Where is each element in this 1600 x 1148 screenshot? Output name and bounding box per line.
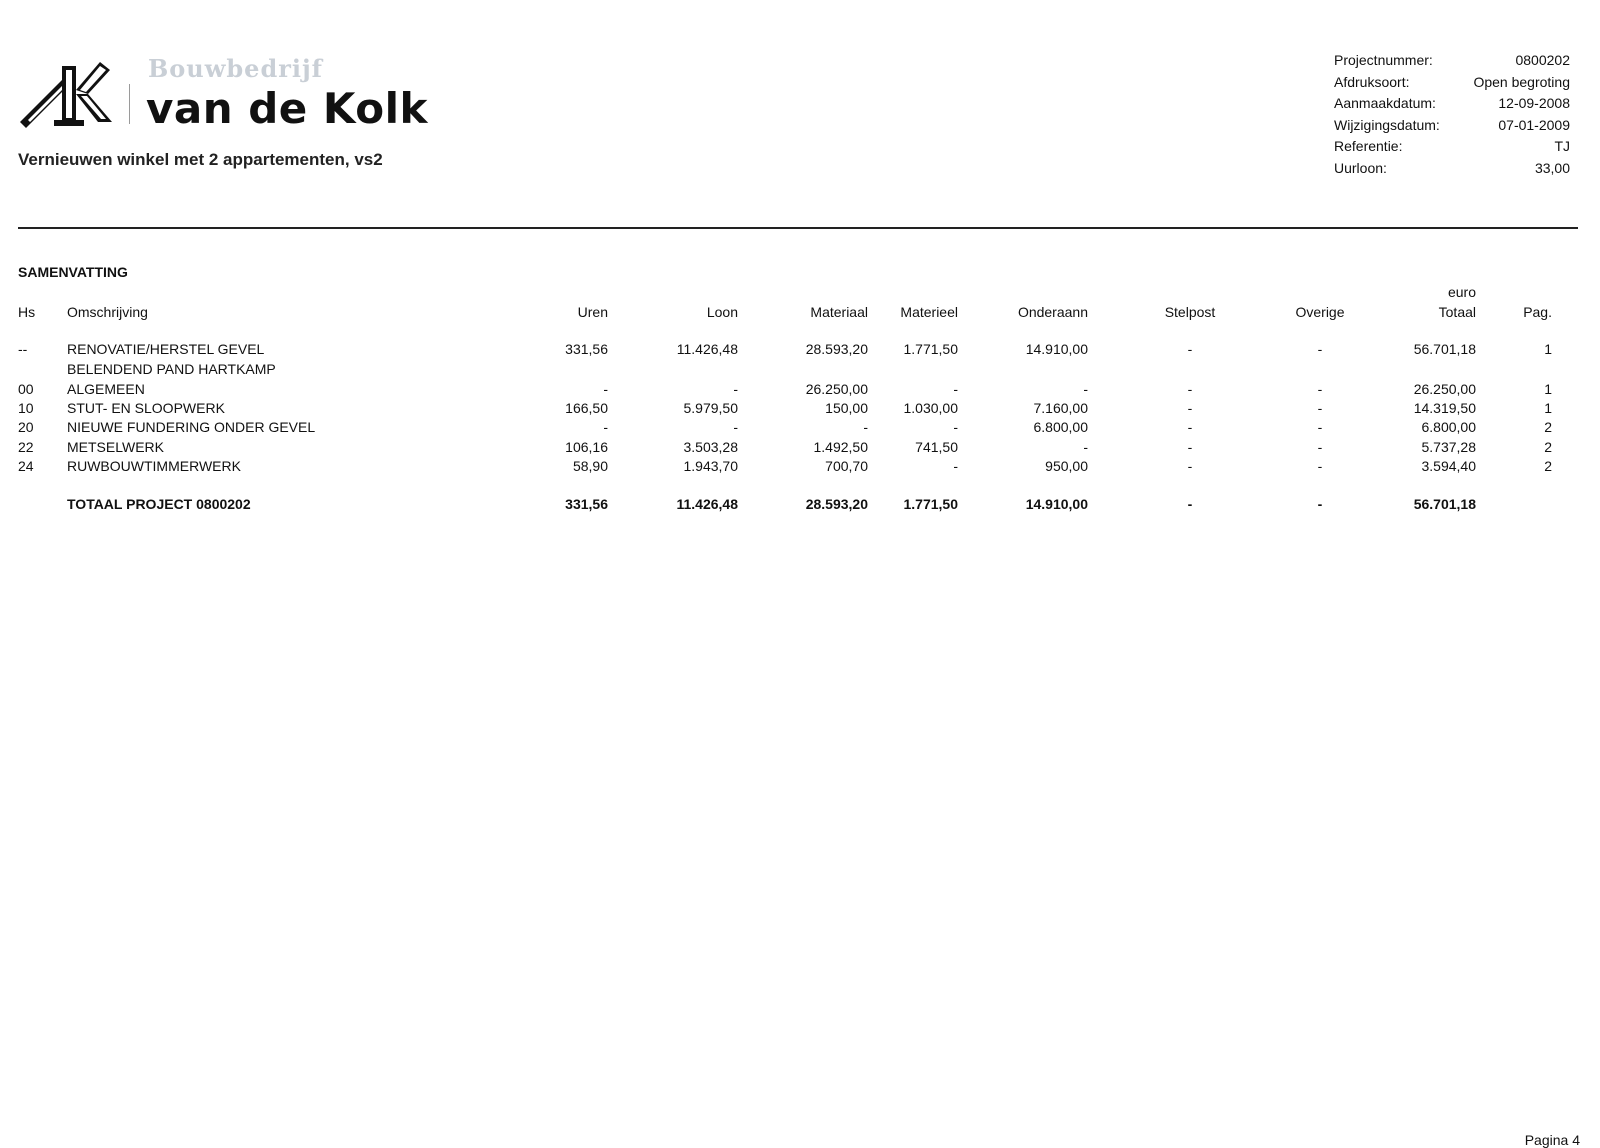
cell-loon: 5.979,50 <box>683 400 738 416</box>
cell-materiaal: 150,00 <box>825 400 868 416</box>
cell-stelpost: - <box>1187 439 1193 455</box>
cell-uren: - <box>603 381 608 397</box>
table-row <box>0 457 1600 477</box>
table-row <box>0 418 1600 438</box>
cell-materieel: - <box>953 458 958 474</box>
cell-materieel: - <box>953 381 958 397</box>
cell-pag: 2 <box>1544 439 1552 455</box>
meta-label: Afdruksoort: <box>1334 73 1410 90</box>
cell-overige: - <box>1317 341 1323 357</box>
col-header-materieel: Materieel <box>900 304 958 320</box>
cell-omschrijving: RENOVATIE/HERSTEL GEVEL <box>67 341 265 357</box>
meta-value: 12-09-2008 <box>1498 95 1570 112</box>
cell-totaal: 6.800,00 <box>1421 419 1476 435</box>
meta-row <box>1334 50 1570 72</box>
header-divider <box>18 227 1578 229</box>
cell-stelpost: - <box>1187 381 1193 397</box>
cell-totaal: 5.737,28 <box>1421 439 1476 455</box>
cell-onderaann: 14.910,00 <box>1025 341 1088 357</box>
company-logo-icon <box>18 58 128 130</box>
meta-row <box>1334 136 1570 158</box>
cell-omschrijving: NIEUWE FUNDERING ONDER GEVEL <box>67 419 316 435</box>
cell-loon: 3.503,28 <box>683 439 738 455</box>
col-header-omschrijving: Omschrijving <box>67 304 148 320</box>
meta-row <box>1334 115 1570 137</box>
cell-omschrijving: BELENDEND PAND HARTKAMP <box>67 361 276 377</box>
total-omschrijving: TOTAAL PROJECT 0800202 <box>67 496 251 512</box>
cell-pag: 2 <box>1544 419 1552 435</box>
total-overige: - <box>1317 496 1323 512</box>
cell-hs: 00 <box>18 381 34 397</box>
cell-hs: 10 <box>18 400 34 416</box>
cell-uren: 166,50 <box>565 400 608 416</box>
cell-loon: - <box>733 419 738 435</box>
table-row <box>0 399 1600 419</box>
project-title: Vernieuwen winkel met 2 appartementen, vs2 <box>18 150 383 169</box>
meta-row <box>1334 158 1570 180</box>
cell-hs: 20 <box>18 419 34 435</box>
cell-onderaann: 950,00 <box>1045 458 1088 474</box>
cell-pag: 1 <box>1544 381 1552 397</box>
meta-value: Open begroting <box>1473 73 1570 90</box>
cell-totaal: 56.701,18 <box>1413 341 1476 357</box>
cell-totaal: 3.594,40 <box>1421 458 1476 474</box>
meta-value: TJ <box>1554 138 1570 155</box>
meta-row <box>1334 72 1570 94</box>
cell-stelpost: - <box>1187 400 1193 416</box>
cell-hs: -- <box>18 341 28 357</box>
logo-separator <box>129 84 130 124</box>
meta-label: Aanmaakdatum: <box>1334 95 1436 112</box>
cell-hs: 24 <box>18 458 34 474</box>
cell-materiaal: 28.593,20 <box>805 341 868 357</box>
cell-uren: - <box>603 419 608 435</box>
col-header-pag: Pag. <box>1523 304 1552 320</box>
cell-onderaann: 6.800,00 <box>1033 419 1088 435</box>
cell-loon: - <box>733 381 738 397</box>
col-header-loon: Loon <box>706 304 738 320</box>
total-onderaann: 14.910,00 <box>1025 496 1088 512</box>
project-meta <box>1334 50 1570 180</box>
total-totaal: 56.701,18 <box>1413 496 1476 512</box>
meta-label: Wijzigingsdatum: <box>1334 116 1440 133</box>
cell-uren: 106,16 <box>565 439 608 455</box>
total-materiaal: 28.593,20 <box>805 496 868 512</box>
cell-uren: 58,90 <box>572 458 608 474</box>
cell-onderaann: - <box>1083 381 1088 397</box>
col-header-totaal: Totaal <box>1438 304 1476 320</box>
cell-pag: 1 <box>1544 341 1552 357</box>
cell-stelpost: - <box>1187 341 1193 357</box>
total-materieel: 1.771,50 <box>903 496 958 512</box>
page-number: Pagina 4 <box>1524 1132 1580 1148</box>
total-uren: 331,56 <box>565 496 608 512</box>
col-header-uren: Uren <box>577 304 608 320</box>
currency-label: euro <box>1447 284 1476 300</box>
meta-label: Uurloon: <box>1334 159 1387 176</box>
meta-value: 0800202 <box>1515 52 1570 68</box>
cell-uren: 331,56 <box>565 341 608 357</box>
cell-overige: - <box>1317 381 1323 397</box>
cell-overige: - <box>1317 400 1323 416</box>
col-header-materiaal: Materiaal <box>810 304 868 320</box>
cell-materiaal: 700,70 <box>825 458 868 474</box>
table-row <box>0 380 1600 400</box>
cell-omschrijving: ALGEMEEN <box>67 381 145 397</box>
meta-value: 33,00 <box>1534 159 1570 176</box>
cell-materieel: 1.771,50 <box>903 341 958 357</box>
total-stelpost: - <box>1187 496 1193 512</box>
cell-stelpost: - <box>1187 419 1193 435</box>
cell-hs: 22 <box>18 439 34 455</box>
cell-pag: 2 <box>1544 458 1552 474</box>
cell-materieel: - <box>953 419 958 435</box>
cell-omschrijving: METSELWERK <box>67 439 164 455</box>
cell-totaal: 14.319,50 <box>1413 400 1476 416</box>
cell-omschrijving: RUWBOUWTIMMERWERK <box>67 458 241 474</box>
cell-overige: - <box>1317 458 1323 474</box>
cell-stelpost: - <box>1187 458 1193 474</box>
meta-label: Referentie: <box>1334 138 1403 155</box>
col-header-onderaann: Onderaann <box>1017 304 1088 320</box>
brand-subtitle: Bouwbedrijf <box>148 54 324 83</box>
col-header-overige: Overige <box>1295 304 1345 320</box>
cell-loon: 11.426,48 <box>676 341 738 357</box>
meta-row <box>1334 93 1570 115</box>
table-row <box>0 340 1600 360</box>
cell-overige: - <box>1317 419 1323 435</box>
cell-materiaal: - <box>863 419 868 435</box>
meta-label: Projectnummer: <box>1334 52 1433 68</box>
section-title: SAMENVATTING <box>18 264 128 280</box>
cell-onderaann: 7.160,00 <box>1033 400 1088 416</box>
table-row <box>0 360 1600 380</box>
cell-materiaal: 1.492,50 <box>813 439 868 455</box>
brand-name: van de Kolk <box>146 84 428 133</box>
col-header-stelpost: Stelpost <box>1164 304 1216 320</box>
total-loon: 11.426,48 <box>676 496 738 512</box>
cell-onderaann: - <box>1083 439 1088 455</box>
cell-pag: 1 <box>1544 400 1552 416</box>
cell-materiaal: 26.250,00 <box>805 381 868 397</box>
cell-materieel: 1.030,00 <box>903 400 958 416</box>
meta-value: 07-01-2009 <box>1498 116 1570 133</box>
cell-loon: 1.943,70 <box>683 458 738 474</box>
cell-materieel: 741,50 <box>915 439 958 455</box>
cell-totaal: 26.250,00 <box>1413 381 1476 397</box>
total-row <box>0 495 1600 515</box>
cell-omschrijving: STUT- EN SLOOPWERK <box>67 400 225 416</box>
cell-overige: - <box>1317 439 1323 455</box>
col-header-hs: Hs <box>18 304 36 320</box>
table-row <box>0 438 1600 458</box>
